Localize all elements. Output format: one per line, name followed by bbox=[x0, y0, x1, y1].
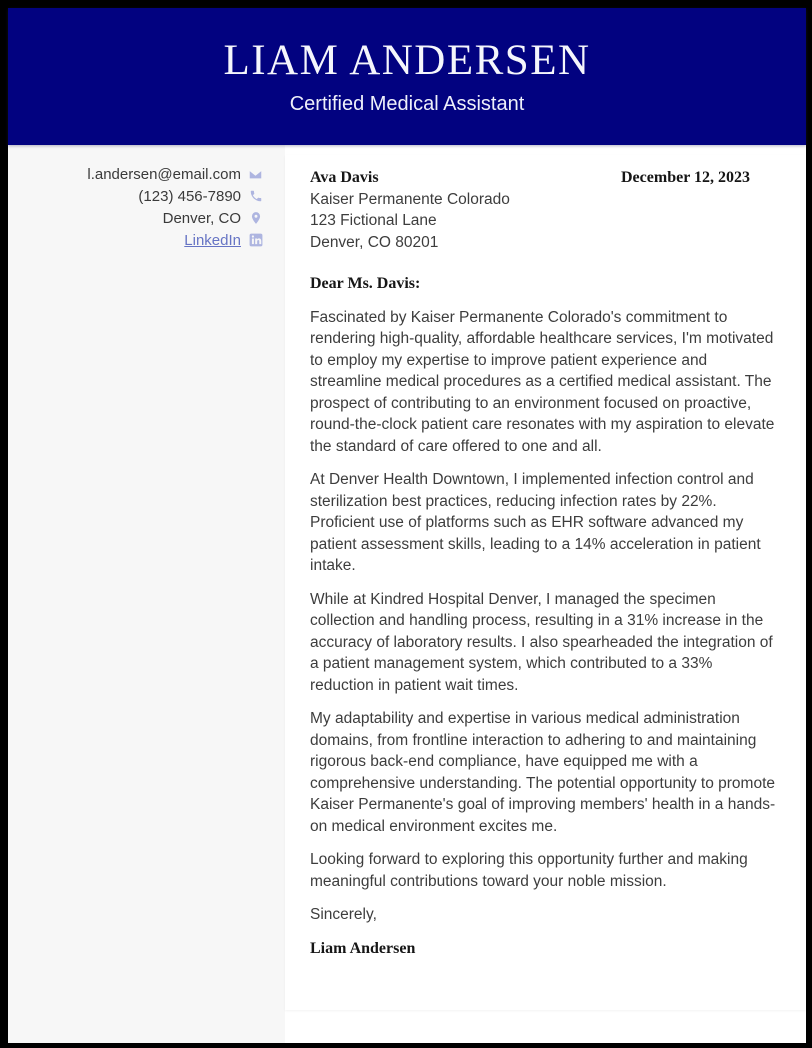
candidate-name: LIAM ANDERSEN bbox=[223, 36, 591, 84]
paragraph-experience-2: While at Kindred Hospital Denver, I managed the specimen collection and handling process, resulting in a 31% increase in the accuracy of laboratory results. I also spearheaded the integration of a patient management system, which contributed to a 33% reduction in patient wait times. bbox=[310, 590, 773, 694]
closing: Sincerely, bbox=[310, 906, 377, 923]
email-value: l.andersen@email.com bbox=[87, 165, 241, 183]
phone-icon bbox=[248, 189, 263, 204]
paragraph-experience-1: At Denver Health Downtown, I implemented infection control and sterilization best practices, reducing infection rates by 22%. Proficient use of platforms such as EHR software advanced my patient assessment skills, leading to a 14% acceleration in patient intake. bbox=[310, 471, 761, 574]
cover-letter-page bbox=[8, 8, 806, 1043]
paragraph-intro: Fascinated by Kaiser Permanente Colorado's commitment to rendering high-quality, affordable healthcare services, I'm motivated to employ my expertise to improve patient experience and streamline medical procedures as a certified medical assistant. The prospect of contributing to an environment focused on proactive, round-the-clock patient care resonates with my aspiration to elevate the standard of care offered to one and all. bbox=[310, 308, 775, 455]
contact-sidebar bbox=[8, 145, 285, 1043]
candidate-title: Certified Medical Assistant bbox=[289, 93, 525, 116]
letter-card bbox=[285, 155, 806, 1010]
recipient-address-line1: 123 Fictional Lane bbox=[310, 212, 437, 229]
salutation: Dear Ms. Davis: bbox=[310, 275, 421, 292]
letterhead bbox=[8, 8, 806, 145]
letter-date: December 12, 2023 bbox=[621, 169, 750, 186]
content-row bbox=[8, 145, 806, 1043]
paragraph-outro: Looking forward to exploring this opportunity further and making meaningful contributions toward your noble mission. bbox=[310, 851, 748, 890]
recipient-company: Kaiser Permanente Colorado bbox=[310, 190, 510, 208]
recipient-address-line2: Denver, CO 80201 bbox=[310, 233, 439, 251]
linkedin-link[interactable]: LinkedIn bbox=[184, 231, 241, 249]
paragraph-skills: My adaptability and expertise in various medical administration domains, from frontline interaction to adhering to and maintaining rigorous back-end compliance, have equipped me with a comprehensive understanding. The potential opportunity to promote Kaiser Permanente's goal of improving members' health in a hands-on medical environment excites me. bbox=[310, 710, 776, 835]
contact-linkedin bbox=[18, 232, 263, 248]
contact-location bbox=[18, 210, 263, 226]
recipient-block bbox=[310, 167, 510, 253]
phone-value: (123) 456-7890 bbox=[138, 187, 241, 205]
recipient-header bbox=[310, 167, 778, 253]
letter-main bbox=[285, 145, 806, 1043]
contact-email bbox=[18, 166, 263, 182]
signature: Liam Andersen bbox=[310, 939, 416, 957]
linkedin-icon[interactable] bbox=[248, 233, 263, 248]
location-value: Denver, CO bbox=[162, 209, 241, 227]
location-icon bbox=[248, 211, 263, 226]
recipient-name: Ava Davis bbox=[310, 169, 379, 186]
email-icon bbox=[248, 167, 263, 182]
contact-phone bbox=[18, 188, 263, 204]
